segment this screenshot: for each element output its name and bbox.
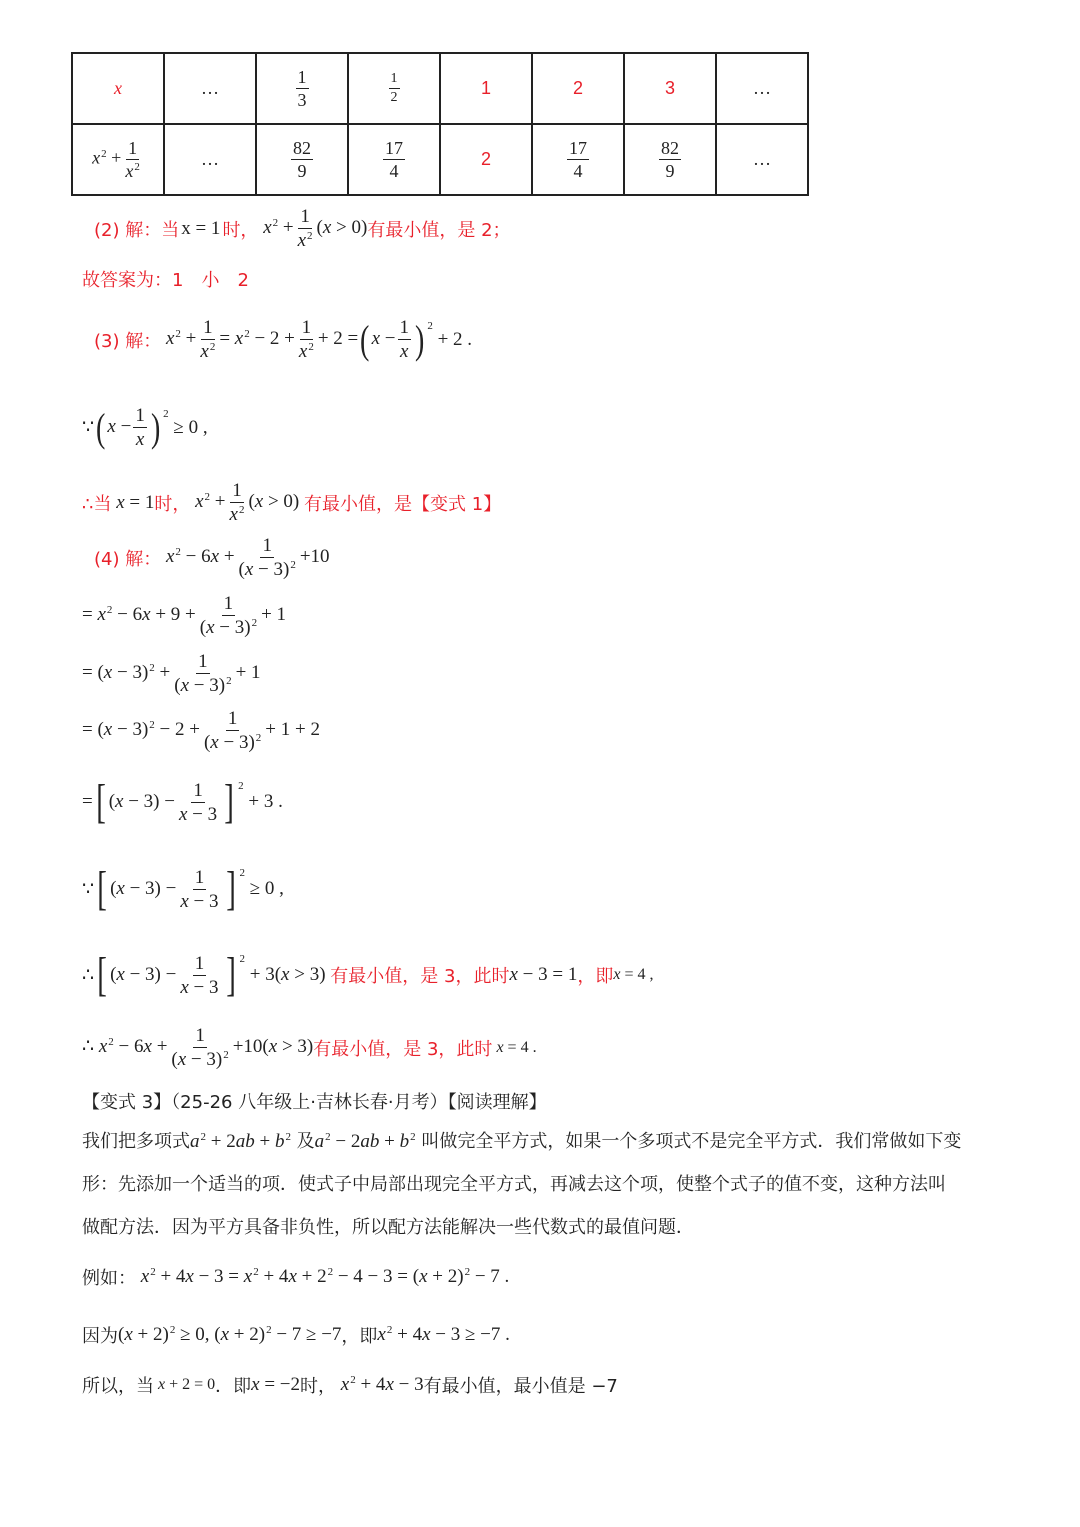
table-row — [72, 53, 808, 124]
variant3-so: 所以，当 x + 2 = 0 ．即 x = −2 时， $x^2 + 4x - 3$ 有最小值，最小值是 −7 — [82, 1374, 618, 1397]
part2-answer: 故答案为：1 小 2 — [82, 270, 249, 291]
variant3-paragraph — [82, 1120, 1002, 1249]
part4-conclusion1: ∴ [ (x − 3) − $\frac{1}{x - 3}$ ] $^2$ + 3(x > 3) 有最小值，是 3，此时 x − 3 = 1 ，即 x = 4 , — [82, 948, 654, 1001]
table-cell: 2 — [532, 53, 624, 124]
table-cell: … — [716, 53, 808, 124]
table-cell: 3 — [624, 53, 716, 124]
variant3-heading: 【变式 3】（25-26 八年级上·吉林长春·月考）【阅读理解】 — [82, 1092, 547, 1113]
part3-conclusion: ∴当 x = 1 时， $x^2$ + $\frac{1}{x^2}$ (x > 0) 有最小值，是【变式 1】 — [82, 480, 502, 525]
variant3-because: 因为 $(x + 2)^2 \ge 0$, $(x + 2)^2 - 7 \ge -7$ ，即 $x^2 + 4x - 3 \ge -7$ . — [82, 1324, 510, 1347]
table-row — [72, 124, 808, 195]
table-cell: $\frac{17}{4}$ — [348, 124, 440, 195]
part2-result: 有最小值，是 2； — [367, 219, 511, 241]
variant3-line3: 做配方法．因为平方具备非负性，所以配方法能解决一些代数式的最值问题． — [82, 1217, 694, 1238]
table-cell: $\frac{1}{2}$ — [348, 53, 440, 124]
table-header-expression: $x^2$ + $\frac{1}{x^2}$ — [72, 124, 164, 195]
part3-line: (3) 解： $x^2$ + $\frac{1}{x^2}$ = $x^2 - 2$ + $\frac{1}{x^2}$ + 2 = ( x − $\frac{1}{x}$ ) $^2$ + 2 . — [94, 316, 473, 362]
table-header-x: x — [72, 53, 164, 124]
variant3-line1: 我们把多项式$a^2 + 2ab + b^2$ 及$a^2 - 2ab + b^2$ 叫做完全平方式，如果一个多项式不是完全平方式．我们常做如下变 — [82, 1131, 962, 1152]
part4-label: (4) 解： — [94, 548, 162, 570]
part4-step4: = [ (x − 3) − $\frac{1}{x - 3}$ ] $^2$ + 3 . — [82, 775, 283, 828]
table-cell: $\frac{82}{9}$ — [624, 124, 716, 195]
table-cell: $\frac{1}{3}$ — [256, 53, 348, 124]
part4-line: (4) 解： $x^2 - 6x$ + $\frac{1}{(x - 3)^2}$ +10 — [94, 535, 330, 580]
part4-conclusion2: ∴ $x^2 - 6x$ + $\frac{1}{(x - 3)^2}$ +10(x > 3) 有最小值，是 3，此时 x = 4 . — [82, 1025, 537, 1070]
table-cell: … — [164, 124, 256, 195]
table-cell: … — [164, 53, 256, 124]
part2-line: (2) 解：当 x = 1 时， $x^2$ + $\frac{1}{x^2}$ (x > 0) 有最小值，是 2； — [94, 206, 511, 251]
value-table — [71, 52, 809, 196]
table-cell: 2 — [440, 124, 532, 195]
part4-step2: = $(x - 3)^2$ + $\frac{1}{(x - 3)^2}$ + 1 — [82, 651, 261, 696]
part3-label: (3) 解： — [94, 330, 162, 352]
table-cell: $\frac{17}{4}$ — [532, 124, 624, 195]
part4-step1: = $x^2 - 6x + 9$ + $\frac{1}{(x - 3)^2}$ + 1 — [82, 593, 287, 638]
table-cell: … — [716, 124, 808, 195]
part3-because: ∵ ( x − $\frac{1}{x}$ ) $^2$ ≥ 0 , — [82, 404, 208, 450]
variant3-example: 例如： $x^2 + 4x - 3 = x^2 + 4x + 2^2 - 4 - 3 = (x + 2)^2 - 7$ . — [82, 1266, 510, 1289]
part4-because: ∵ [ (x − 3) − $\frac{1}{x - 3}$ ] $^2$ ≥ 0 , — [82, 862, 284, 915]
variant3-line2: 形：先添加一个适当的项．使式子中局部出现完全平方式，再减去这个项，使整个式子的值不变，这种方法叫 — [82, 1174, 946, 1195]
part4-step3: = $(x - 3)^2 - 2$ + $\frac{1}{(x - 3)^2}$ + 1 + 2 — [82, 708, 320, 753]
table-cell: 1 — [440, 53, 532, 124]
table-cell: $\frac{82}{9}$ — [256, 124, 348, 195]
part2-label: (2) 解：当 — [94, 219, 180, 241]
